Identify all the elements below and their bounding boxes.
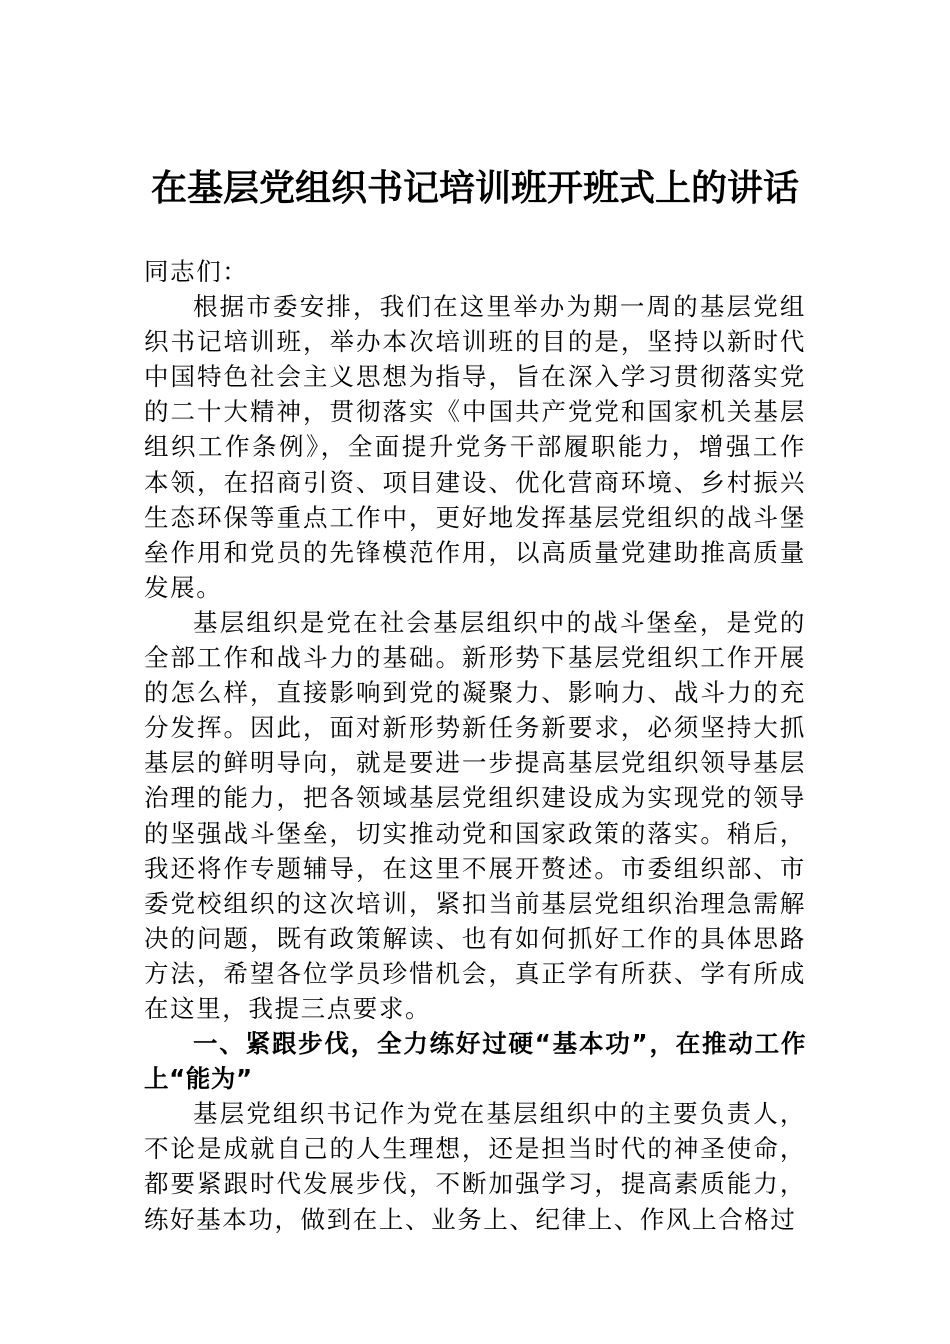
salutation: 同志们： bbox=[144, 257, 249, 286]
document-title: 在基层党组织书记培训班开班式上的讲话 bbox=[150, 167, 799, 209]
paragraph-section-one: 基层党组织书记作为党在基层组织中的主要负责人，不论是成就自己的人生理想，还是担当时代的神圣使命，都要紧跟时代发展步伐，不断加强学习，提高素质能力，练好基本功，做到在上、业务上、纪律上、作风上合格过 bbox=[144, 1099, 806, 1234]
paragraph-intro: 根据市委安排，我们在这里举办为期一周的基层党组织书记培训班，举办本次培训班的目的是，坚持以新时代中国特色社会主义思想为指导，旨在深入学习贯彻落实党的二十大精神，贯彻落实《中国共产党党和国家机关基层组织工作条例》，全面提升党务干部履职能力，增强工作本领，在招商引资、项目建设、优化营商环境、乡村振兴生态环保等重点工作中，更好地发挥基层党组织的战斗堡垒作用和党员的先锋模范作用，以高质量党建助推高质量发展。 bbox=[144, 292, 806, 602]
section-heading-one: 一、紧跟步伐，全力练好过硬“基本功”，在推动工作上“能为” bbox=[144, 1029, 806, 1094]
paragraph-grassroots: 基层组织是党在社会基层组织中的战斗堡垒，是党的全部工作和战斗力的基础。新形势下基层党组织工作开展的怎么样，直接影响到党的凝聚力、影响力、战斗力的充分发挥。因此，面对新形势新任务新要求，必须坚持大抓基层的鲜明导向，就是要进一步提高基层党组织领导基层治理的能力，把各领域基层党组织建设成为实现党的领导的坚强战斗堡垒，切实推动党和国家政策的落实。稍后，我还将作专题辅导，在这里不展开赘述。市委组织部、市委党校组织的这次培训，紧扣当前基层党组织治理急需解决的问题，既有政策解读、也有如何抓好工作的具体思路方法，希望各位学员珍惜机会，真正学有所获、学有所成在这里，我提三点要求。 bbox=[144, 607, 806, 1023]
document-body bbox=[144, 254, 806, 1237]
